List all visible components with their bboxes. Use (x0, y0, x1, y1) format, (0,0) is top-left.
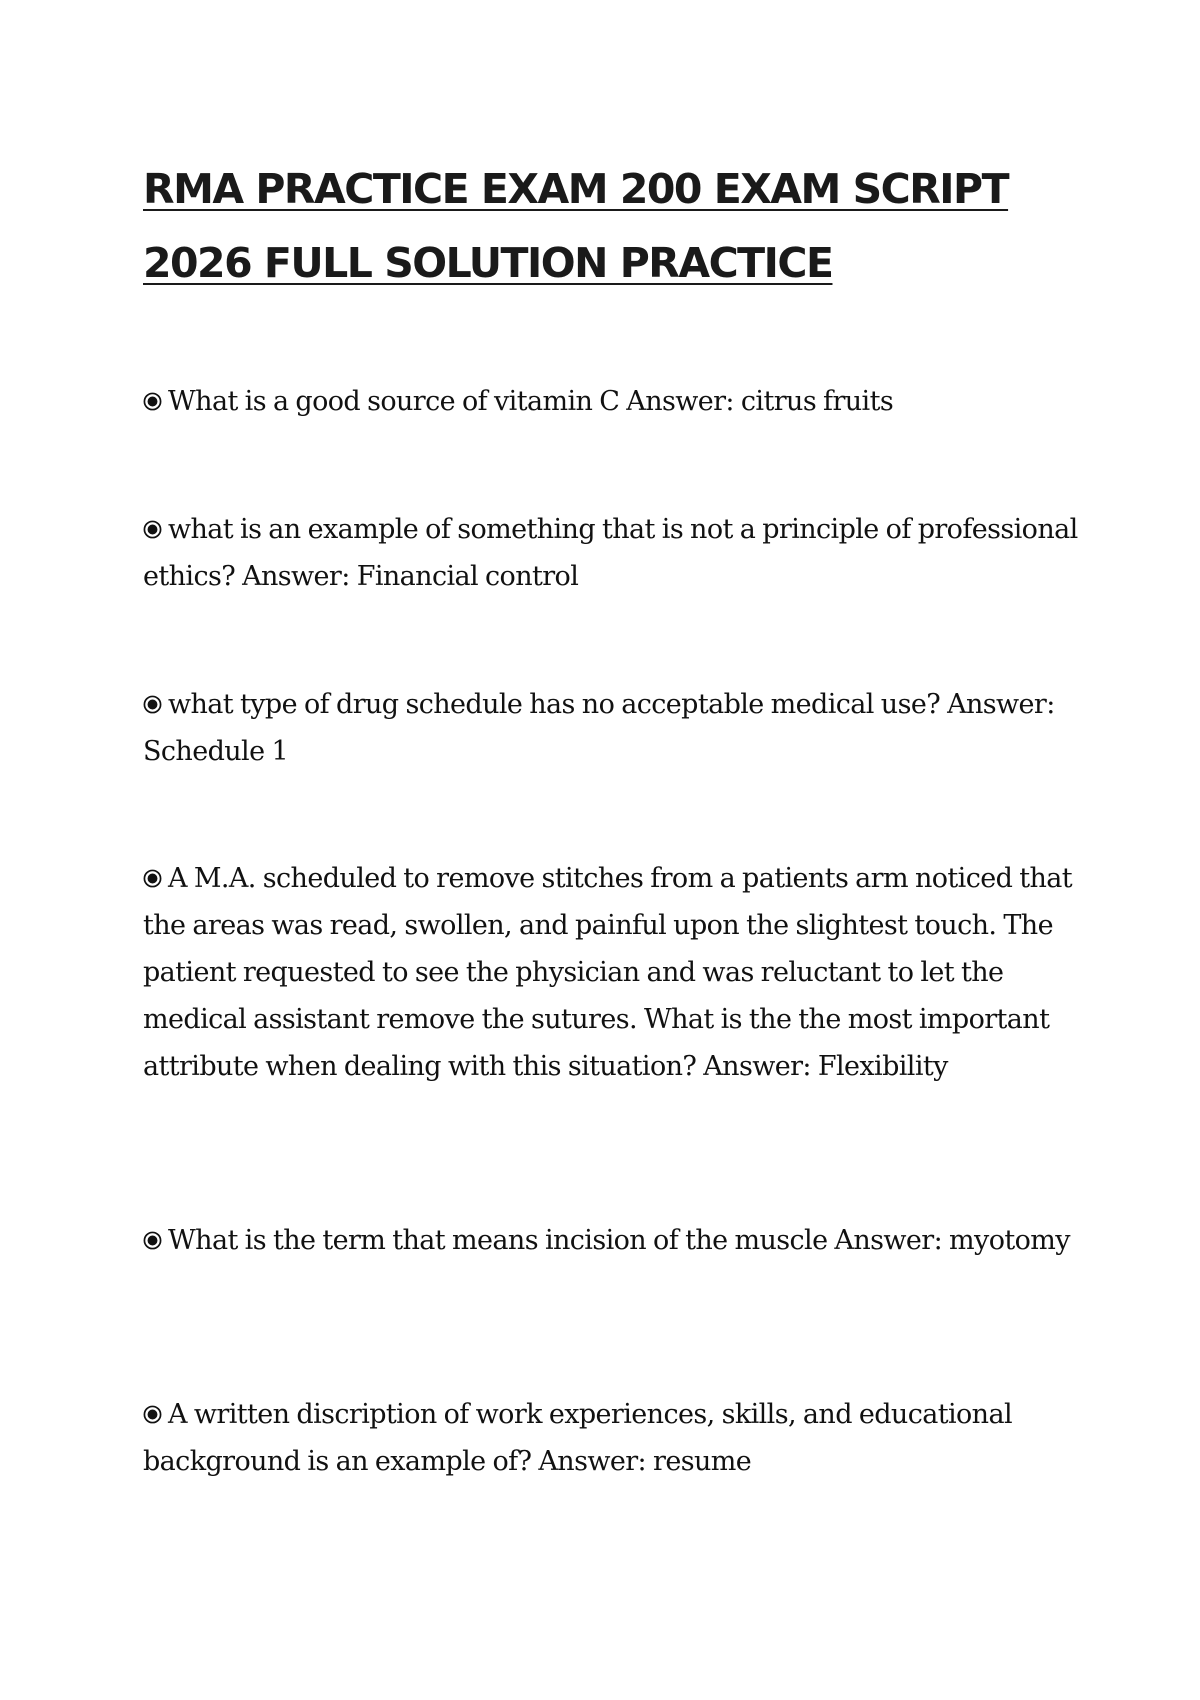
question-item (143, 1217, 1083, 1264)
radio-bullet-icon (143, 392, 162, 411)
radio-bullet-icon (143, 1231, 162, 1250)
radio-bullet-icon (143, 869, 162, 888)
question-text: A written discription of work experiences, skills, and educational background is an example of? Answer: resume (143, 1399, 1012, 1477)
question-item (143, 378, 1083, 425)
question-item (143, 506, 1083, 600)
document-title: RMA PRACTICE EXAM 200 EXAM SCRIPT 2026 FULL SOLUTION PRACTICE (143, 165, 1009, 287)
radio-bullet-icon (143, 520, 162, 539)
question-item (143, 855, 1083, 1090)
question-text: What is the term that means incision of the muscle Answer: myotomy (168, 1225, 1070, 1256)
question-text: what type of drug schedule has no acceptable medical use? Answer: Schedule 1 (143, 689, 1055, 767)
radio-bullet-icon (143, 695, 162, 714)
radio-bullet-icon (143, 1405, 162, 1424)
question-text: What is a good source of vitamin C Answer: citrus fruits (168, 386, 894, 417)
question-item (143, 681, 1083, 775)
question-text: what is an example of something that is not a principle of professional ethics? Answer: Financial control (143, 514, 1078, 592)
question-item (143, 1391, 1083, 1485)
question-text: A M.A. scheduled to remove stitches from a patients arm noticed that the areas was read, swollen, and painful upon the slightest touch. The patient requested to see the physician and was reluctant to let the medical assistant remove the sutures. What is the the most important attribute when dealing with this situation? Answer: Flexibility (143, 863, 1073, 1082)
